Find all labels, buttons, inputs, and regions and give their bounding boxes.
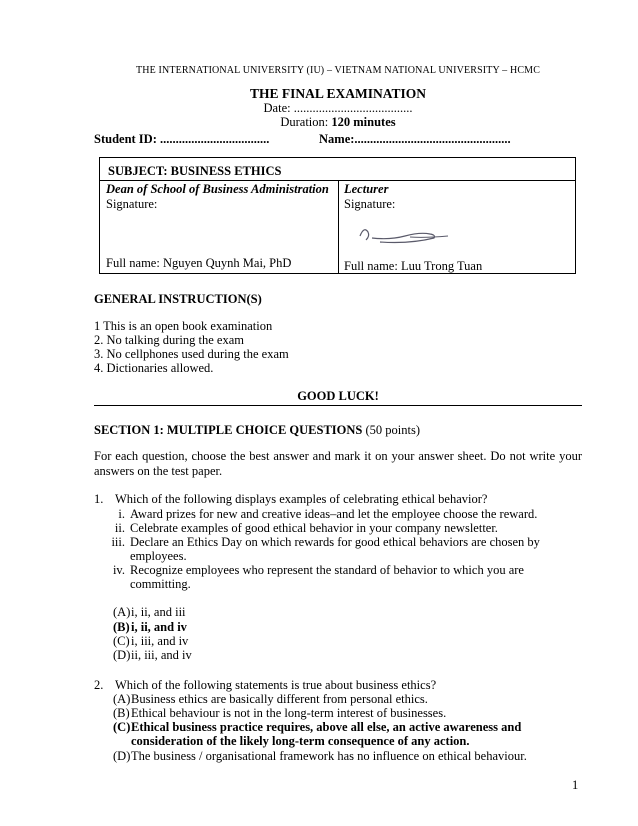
lecturer-cell	[344, 182, 395, 212]
option-text: Business ethics are basically different from personal ethics.	[131, 692, 428, 706]
student-id-field[interactable]: Student ID: ...................................	[94, 132, 270, 146]
roman-text: Recognize employees who represent the standard of behavior to which you are committing.	[130, 563, 524, 591]
option-letter: (C)	[113, 720, 131, 734]
dean-cell	[106, 182, 329, 212]
section-heading	[94, 423, 420, 438]
roman-number: iii.	[111, 535, 125, 549]
option-text: Ethical behaviour is not in the long-term interest of businesses.	[131, 706, 447, 720]
option-letter: (D)	[113, 749, 131, 763]
question-text: Which of the following displays examples of celebrating ethical behavior?	[115, 492, 488, 506]
option-text: i, ii, and iii	[131, 605, 186, 619]
roman-text: Award prizes for new and creative ideas–and let the employee choose the reward.	[130, 507, 538, 521]
question-text: Which of the following statements is true about business ethics?	[115, 678, 437, 692]
exam-date: Date: ......................................	[263, 101, 413, 115]
instructions-heading: GENERAL INSTRUCTION(S)	[94, 292, 262, 306]
subject-title: SUBJECT: BUSINESS ETHICS	[108, 164, 282, 178]
option-text: i, iii, and iv	[131, 634, 189, 648]
question-number: 2.	[94, 678, 104, 692]
lecturer-signature-label: Signature:	[344, 197, 396, 211]
lecturer-title: Lecturer	[344, 182, 389, 196]
duration-value: 120 minutes	[331, 115, 396, 129]
roman-number: iv.	[112, 563, 125, 577]
roman-text: Declare an Ethics Day on which rewards for good ethical behaviors are chosen by employees.	[130, 535, 540, 563]
university-header: THE INTERNATIONAL UNIVERSITY (IU) – VIETNAM NATIONAL UNIVERSITY – HCMC	[135, 65, 541, 76]
option-text: Ethical business practice requires, above all else, an active awareness and consideration of the likely long-term consequence of any action.	[131, 720, 522, 748]
good-luck: GOOD LUCK!	[297, 389, 379, 403]
instruction-item: 3. No cellphones used during the exam	[94, 347, 289, 361]
instruction-item: 4. Dictionaries allowed.	[94, 361, 214, 375]
question-number: 1.	[94, 492, 104, 506]
lecturer-fullname: Full name: Luu Trong Tuan	[344, 259, 483, 273]
horizontal-rule	[94, 405, 582, 406]
page-number: 1	[572, 778, 579, 792]
exam-title: THE FINAL EXAMINATION	[249, 86, 427, 101]
section-points: (50 points)	[362, 423, 420, 437]
option-letter: (D)	[113, 648, 131, 662]
roman-number: ii.	[114, 521, 125, 535]
option-letter: (A)	[113, 605, 131, 619]
box-divider-vertical	[338, 180, 339, 274]
option-text: ii, iii, and iv	[131, 648, 192, 662]
lecturer-signature-image	[350, 214, 460, 248]
option-letter: (A)	[113, 692, 131, 706]
roman-text: Celebrate examples of good ethical behavior in your company newsletter.	[130, 521, 498, 535]
exam-duration	[94, 115, 582, 130]
option-text: i, ii, and iv	[131, 620, 187, 634]
instructions-list	[94, 319, 289, 375]
dean-fullname: Full name: Nguyen Quynh Mai, PhD	[106, 256, 292, 270]
dean-title: Dean of School of Business Administration	[106, 182, 329, 196]
section-directions: For each question, choose the best answer and mark it on your answer sheet. Do not write your answers on the test paper.	[94, 449, 582, 478]
instruction-item: 2. No talking during the exam	[94, 333, 244, 347]
student-name-field[interactable]: Name:..................................................	[319, 132, 511, 146]
option-text: The business / organisational framework has no influence on ethical behaviour.	[131, 749, 527, 763]
roman-number: i.	[118, 507, 125, 521]
duration-label: Duration:	[280, 115, 332, 129]
option-letter: (C)	[113, 634, 130, 648]
option-letter: (B)	[113, 620, 130, 634]
instruction-item: 1 This is an open book examination	[94, 319, 273, 333]
section-title: SECTION 1: MULTIPLE CHOICE QUESTIONS	[94, 423, 363, 437]
option-letter: (B)	[113, 706, 130, 720]
dean-signature-label: Signature:	[106, 197, 158, 211]
